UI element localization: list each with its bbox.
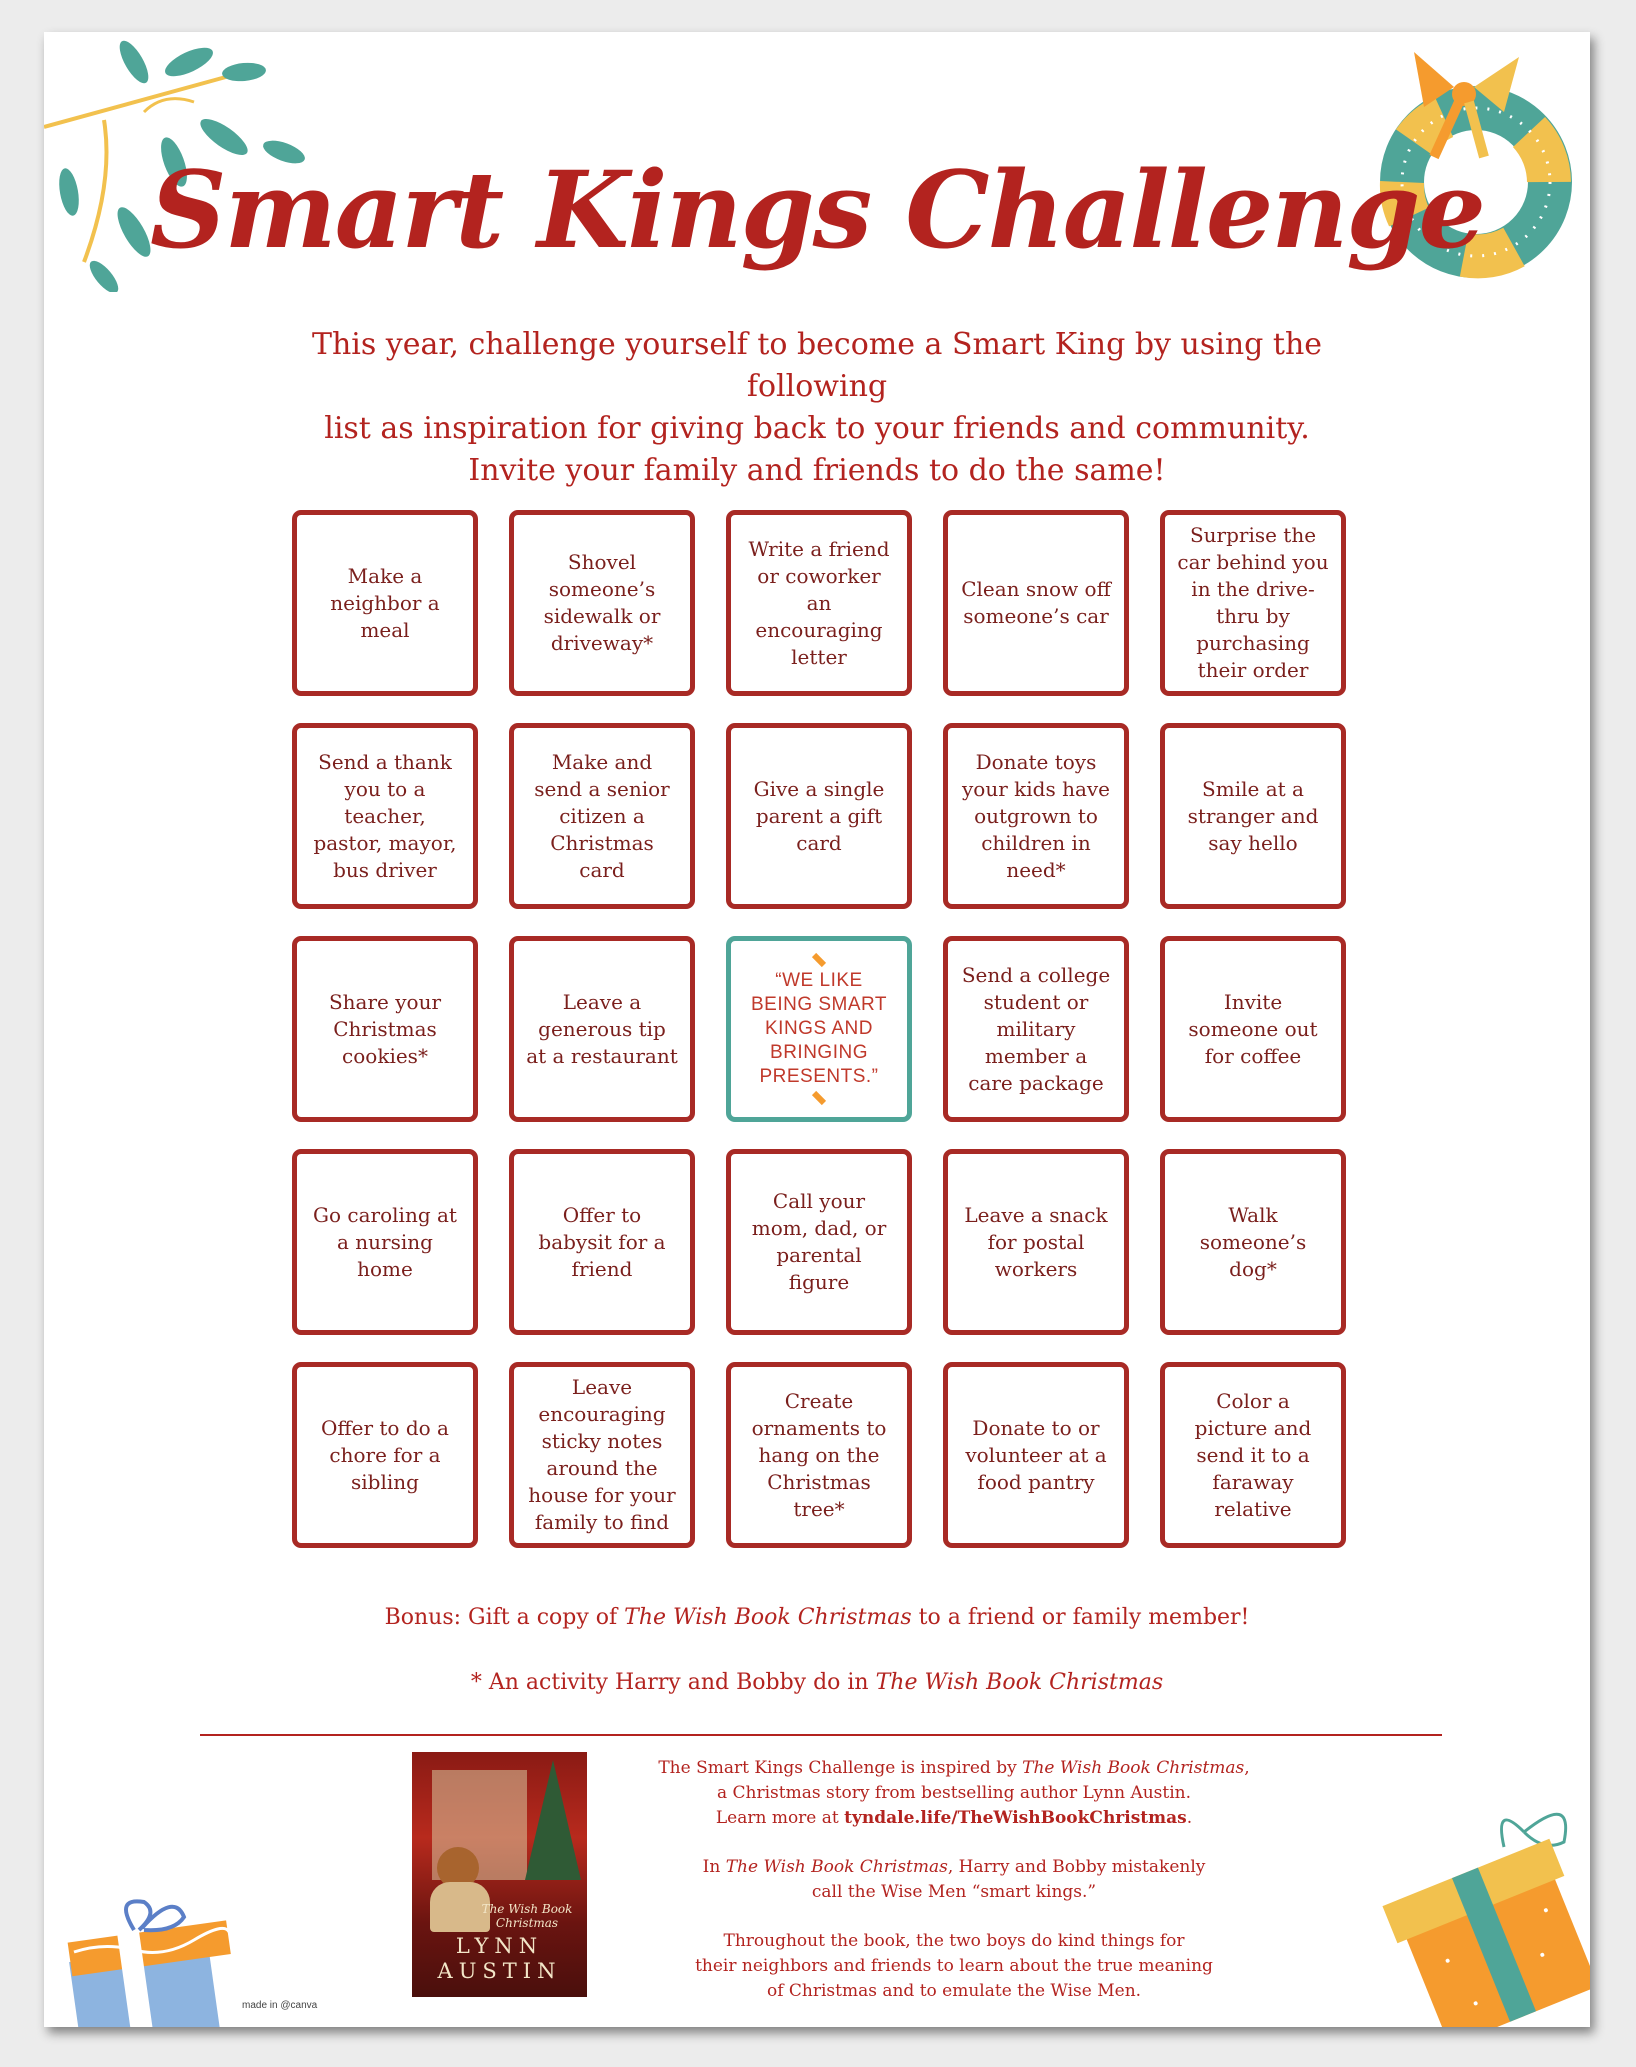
- challenge-cell: [292, 936, 478, 1122]
- challenge-cell: [509, 1149, 695, 1335]
- center-quote-cell: [726, 936, 912, 1122]
- footer-line: Throughout the book, the two boys do kind things for: [723, 1931, 1185, 1951]
- challenge-grid: [292, 510, 1347, 1548]
- challenge-cell: [1160, 1362, 1346, 1548]
- challenge-cell: [943, 510, 1129, 696]
- challenge-cell: [943, 936, 1129, 1122]
- cell-text: Send a college student or military member a care package: [961, 962, 1111, 1095]
- challenge-cell: [292, 723, 478, 909]
- cell-text: Leave a generous tip at a restaurant: [526, 989, 678, 1068]
- challenge-cell: [726, 723, 912, 909]
- tree-icon: [525, 1760, 581, 1880]
- intro-line: Invite your family and friends to do the same!: [468, 453, 1166, 488]
- cell-text: Invite someone out for coffee: [1188, 989, 1318, 1068]
- gift-box-icon: [64, 1892, 254, 2027]
- cell-text: Call your mom, dad, or parental figure: [751, 1189, 887, 1294]
- cell-text: Create ornaments to hang on the Christmas tree*: [751, 1388, 887, 1521]
- footer-span: ,: [1244, 1758, 1250, 1778]
- footer-paragraph: [644, 1855, 1264, 1905]
- challenge-cell: [943, 723, 1129, 909]
- cell-text: Shovel someone’s sidewalk or driveway*: [543, 550, 661, 655]
- cell-text: Surprise the car behind you in the drive-thru by purchasing their order: [1177, 523, 1329, 682]
- cell-text: Leave encouraging sticky notes around the house for your family to find: [528, 1375, 676, 1534]
- challenge-cell: [292, 1149, 478, 1335]
- center-quote: “WE LIKE BEING SMART KINGS AND BRINGING PRESENTS.”: [750, 970, 888, 1087]
- bonus-text: [44, 1605, 1590, 1630]
- cell-text: Send a thank you to a teacher, pastor, mayor, bus driver: [313, 749, 457, 882]
- intro-line: list as inspiration for giving back to your friends and community.: [324, 411, 1310, 446]
- challenge-cell: [943, 1362, 1129, 1548]
- note-prefix: * An activity Harry and Bobby do in: [470, 1670, 876, 1695]
- made-in-canva: made in @canva: [242, 2000, 318, 2011]
- cell-text: Make and send a senior citizen a Christmas card: [534, 749, 670, 882]
- cell-text: Give a single parent a gift card: [753, 776, 885, 855]
- diamond-icon: [812, 953, 826, 967]
- challenge-cell: [1160, 510, 1346, 696]
- intro-text: [244, 324, 1390, 492]
- footer-span: , Harry and Bobby mistakenly: [947, 1857, 1206, 1877]
- cell-text: Share your Christmas cookies*: [328, 989, 442, 1068]
- gift-box-icon: [1374, 1792, 1590, 2027]
- challenge-cell: [726, 1362, 912, 1548]
- footer-line: [644, 1806, 1264, 1831]
- footer-paragraph: [644, 1756, 1264, 1831]
- challenge-cell: [509, 723, 695, 909]
- challenge-cell: [292, 1362, 478, 1548]
- cell-text: Go caroling at a nursing home: [313, 1202, 457, 1281]
- footer-line: their neighbors and friends to learn about the true meaning: [695, 1956, 1213, 1976]
- footer-paragraph: [644, 1929, 1264, 2004]
- page-title: Smart Kings Challenge: [150, 147, 1484, 272]
- challenge-cell: [292, 510, 478, 696]
- diamond-icon: [812, 1091, 826, 1105]
- bonus-prefix: Bonus: Gift a copy of: [384, 1605, 625, 1630]
- cell-text: Offer to do a chore for a sibling: [321, 1415, 449, 1494]
- asterisk-note: [44, 1670, 1590, 1695]
- cell-text: Offer to babysit for a friend: [538, 1202, 666, 1281]
- footer-line: a Christmas story from bestselling author Lynn Austin.: [716, 1783, 1192, 1803]
- intro-line: This year, challenge yourself to become a Smart King by using the following: [311, 327, 1323, 404]
- footer-book-title: The Wish Book Christmas: [725, 1857, 948, 1877]
- footer-line: of Christmas and to emulate the Wise Men.: [766, 1981, 1142, 2001]
- footer-link[interactable]: tyndale.life/TheWishBookChristmas: [844, 1808, 1187, 1828]
- footer-span: The Smart Kings Challenge is inspired by: [658, 1758, 1023, 1778]
- book-cover-title: The Wish Book Christmas: [481, 1902, 573, 1930]
- challenge-cell: [726, 1149, 912, 1335]
- footer-line: call the Wise Men “smart kings.”: [811, 1882, 1097, 1902]
- challenge-cell: [509, 510, 695, 696]
- divider: [200, 1734, 1442, 1736]
- cell-text: Clean snow off someone’s car: [961, 577, 1111, 628]
- footer-line: [644, 1756, 1264, 1781]
- footer-book-title: The Wish Book Christmas: [1022, 1758, 1245, 1778]
- footer-line: [644, 1855, 1264, 1880]
- challenge-page: [44, 32, 1590, 2027]
- challenge-cell: [509, 936, 695, 1122]
- challenge-cell: [1160, 936, 1346, 1122]
- cell-text: Leave a snack for postal workers: [964, 1202, 1108, 1281]
- footer-span: In: [702, 1857, 726, 1877]
- note-book-title: The Wish Book Christmas: [875, 1670, 1164, 1695]
- author-last: AUSTIN: [437, 1959, 562, 1983]
- challenge-cell: [1160, 723, 1346, 909]
- challenge-cell: [943, 1149, 1129, 1335]
- bonus-suffix: to a friend or family member!: [911, 1605, 1250, 1630]
- author-first: LYNN: [455, 1934, 544, 1958]
- cell-text: Donate to or volunteer at a food pantry: [965, 1415, 1107, 1494]
- challenge-cell: [509, 1362, 695, 1548]
- footer-span: Learn more at: [715, 1808, 845, 1828]
- footer-text: [644, 1756, 1264, 2027]
- challenge-cell: [1160, 1149, 1346, 1335]
- bonus-book-title: The Wish Book Christmas: [624, 1605, 912, 1630]
- challenge-cell: [726, 510, 912, 696]
- footer-span: .: [1186, 1808, 1193, 1828]
- book-cover: [412, 1752, 587, 1997]
- book-cover-author: [412, 1934, 587, 1984]
- cell-text: Walk someone’s dog*: [1199, 1202, 1307, 1281]
- cell-text: Donate toys your kids have outgrown to children in need*: [961, 749, 1111, 882]
- cell-text: Color a picture and send it to a faraway relative: [1194, 1388, 1312, 1521]
- cell-text: Write a friend or coworker an encouraging letter: [748, 536, 890, 669]
- cell-text: Smile at a stranger and say hello: [1187, 776, 1319, 855]
- cell-text: Make a neighbor a meal: [330, 563, 440, 642]
